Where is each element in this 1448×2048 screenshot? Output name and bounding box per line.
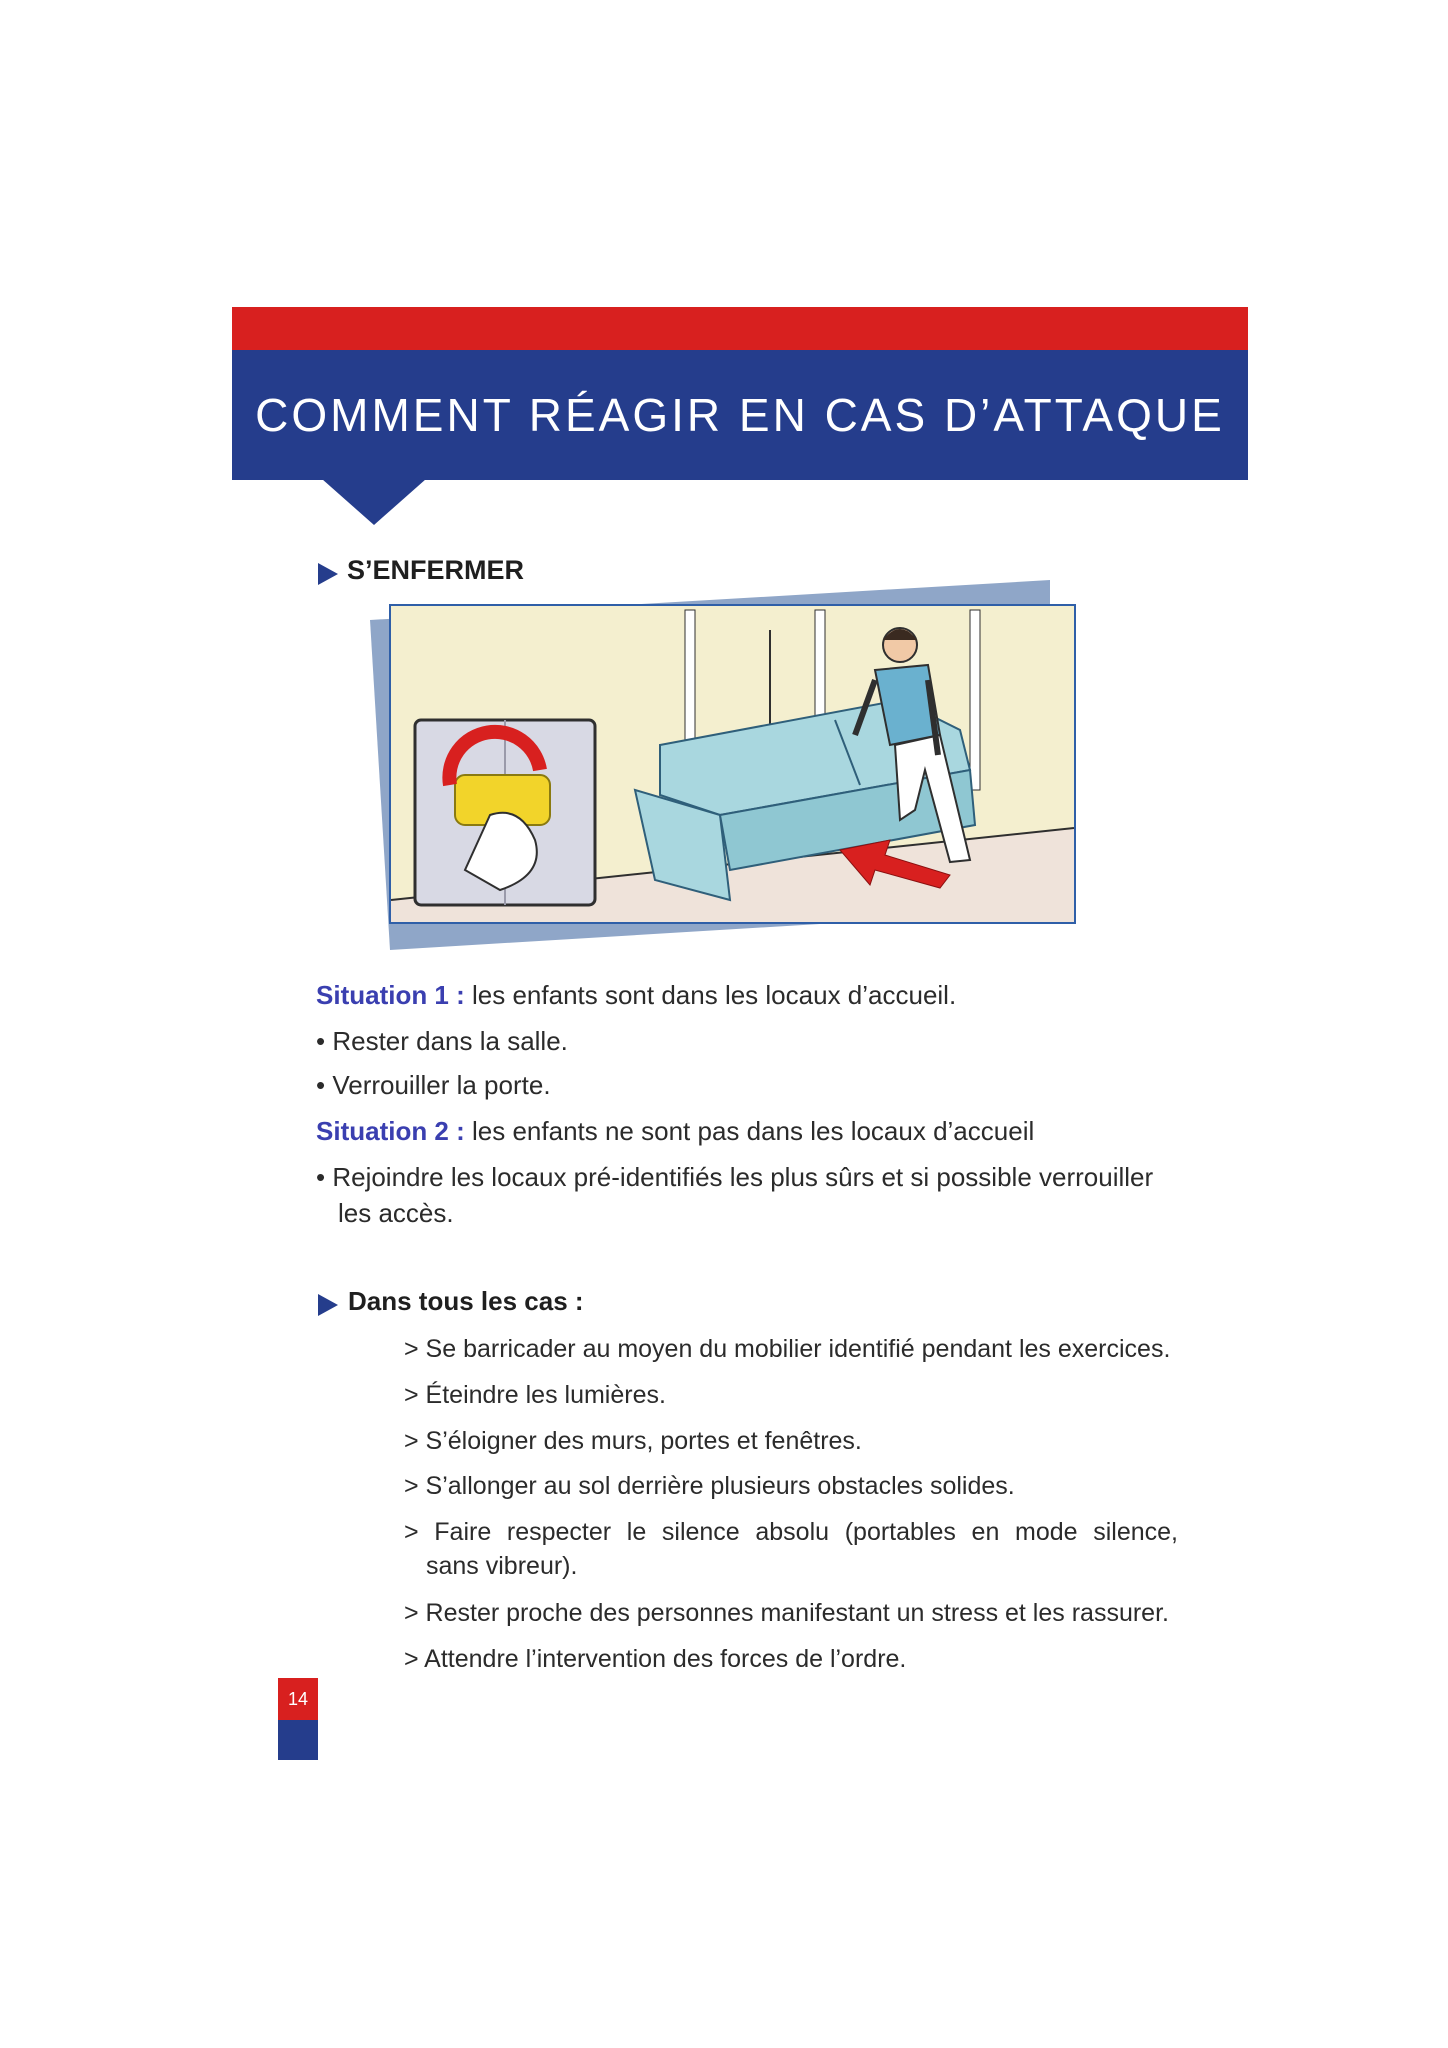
list-item: > Éteindre les lumières. bbox=[404, 1381, 666, 1409]
play-arrow-icon bbox=[318, 1294, 338, 1316]
situation-1 bbox=[316, 978, 956, 1012]
list-item: > S’éloigner des murs, portes et fenêtres. bbox=[404, 1427, 862, 1455]
bullet-item: • Verrouiller la porte. bbox=[316, 1070, 551, 1100]
header-notch bbox=[322, 479, 426, 525]
bullet-item-continuation: les accès. bbox=[338, 1198, 454, 1228]
page-title: COMMENT RÉAGIR EN CAS D’ATTAQUE bbox=[255, 389, 1225, 441]
situation-2-text: les enfants ne sont pas dans les locaux d’accueil bbox=[464, 1116, 1035, 1146]
situation-1-text: les enfants sont dans les locaux d’accueil. bbox=[464, 980, 957, 1010]
list-item: > Faire respecter le silence absolu (portables en mode silence, bbox=[404, 1518, 1178, 1546]
section-heading-senfermer: S’ENFERMER bbox=[347, 555, 525, 585]
page-number-blue-block bbox=[278, 1720, 318, 1760]
list-item-continuation: sans vibreur). bbox=[426, 1552, 578, 1580]
bullet-item: • Rejoindre les locaux pré-identifiés les plus sûrs et si possible verrouiller bbox=[316, 1162, 1154, 1192]
play-arrow-icon bbox=[318, 563, 338, 585]
header-red-band bbox=[232, 307, 1248, 351]
list-item: > Attendre l’intervention des forces de l’ordre. bbox=[404, 1645, 907, 1673]
page-number: 14 bbox=[278, 1678, 318, 1720]
illustration-barricade bbox=[370, 570, 1080, 950]
situation-2-label: Situation 2 : bbox=[316, 1116, 465, 1146]
bullet-item: • Rester dans la salle. bbox=[316, 1026, 568, 1056]
list-item: > Rester proche des personnes manifestant un stress et les rassurer. bbox=[404, 1599, 1169, 1627]
list-item: > Se barricader au moyen du mobilier identifié pendant les exercices. bbox=[404, 1335, 1171, 1363]
situation-1-label: Situation 1 : bbox=[316, 980, 465, 1010]
situation-2 bbox=[316, 1114, 1034, 1148]
list-item: > S’allonger au sol derrière plusieurs obstacles solides. bbox=[404, 1472, 1015, 1500]
section-heading-tous-les-cas: Dans tous les cas : bbox=[348, 1286, 584, 1316]
